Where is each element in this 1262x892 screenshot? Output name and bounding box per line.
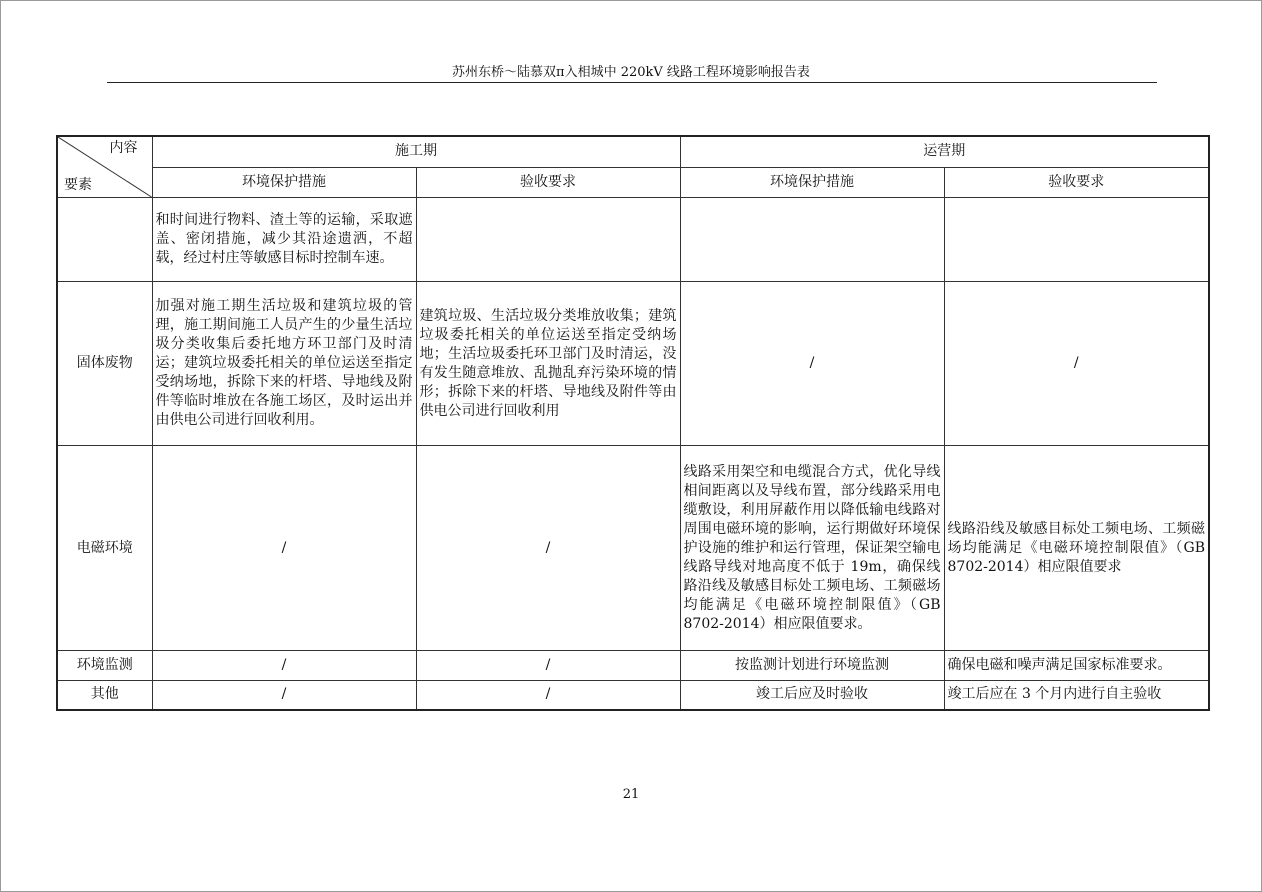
row-element-label [57,198,152,282]
corner-label-element: 要素 [64,177,92,193]
table-cell: 线路沿线及敏感目标处工频电场、工频磁场均能满足《电磁环境控制限值》（GB 8702-2014）相应限值要求 [944,446,1209,651]
table-cell: / [416,446,680,651]
period-header-operation: 运营期 [680,136,1209,167]
header-rule [107,82,1157,83]
table-row [57,651,1209,681]
table-cell: 确保电磁和噪声满足国家标准要求。 [944,651,1209,681]
table-row [57,446,1209,651]
table-cell: / [416,681,680,710]
row-element-label: 电磁环境 [57,446,152,651]
table-cell: 竣工后应在 3 个月内进行自主验收 [944,681,1209,710]
table-corner-cell [57,136,152,198]
table-cell: 建筑垃圾、生活垃圾分类堆放收集；建筑垃圾委托相关的单位运送至指定受纳场地；生活垃圾委托环卫部门及时清运，没有发生随意堆放、乱抛乱弃污染环境的情形；拆除下来的杆塔、导地线及附件等由供电公司进行回收利用 [416,282,680,446]
corner-label-content: 内容 [109,140,138,156]
period-header-construction: 施工期 [152,136,680,167]
table-cell: 按监测计划进行环境监测 [680,651,944,681]
table-cell: 和时间进行物料、渣土等的运输，采取遮盖、密闭措施，减少其沿途遗洒，不超载，经过村庄等敏感目标时控制车速。 [152,198,416,282]
table-cell: / [680,282,944,446]
subheader-operation-acceptance: 验收要求 [944,167,1209,197]
table-cell: / [152,681,416,710]
environmental-measures-table [56,135,1210,711]
table-cell: / [944,282,1209,446]
row-element-label: 环境监测 [57,651,152,681]
table-row [57,282,1209,446]
page-number: 21 [622,787,640,802]
table-cell: / [416,651,680,681]
table-cell: / [152,651,416,681]
row-element-label: 其他 [57,681,152,710]
subheader-construction-measures: 环境保护措施 [152,167,416,197]
table-cell: 线路采用架空和电缆混合方式，优化导线相间距离以及导线布置，部分线路采用电缆敷设，利用屏蔽作用以降低输电线路对周围电磁环境的影响，运行期做好环境保护设施的维护和运行管理，保证架空输电线路导线对地高度不低于 19m，确保线路沿线及敏感目标处工频电场、工频磁场均能满足《电磁环境控制限值》（GB 8702-2014）相应限值要求。 [680,446,944,651]
subheader-operation-measures: 环境保护措施 [680,167,944,197]
subheader-construction-acceptance: 验收要求 [416,167,680,197]
row-element-label: 固体废物 [57,282,152,446]
table-row [57,198,1209,282]
table-row [57,681,1209,710]
table-cell: 加强对施工期生活垃圾和建筑垃圾的管理，施工期间施工人员产生的少量生活垃圾分类收集后委托地方环卫部门及时清运；建筑垃圾委托相关的单位运送至指定受纳场地，拆除下来的杆塔、导地线及附件等临时堆放在各施工场区，及时运出并由供电公司进行回收利用。 [152,282,416,446]
table-cell [944,198,1209,282]
table-cell [416,198,680,282]
table-cell [680,198,944,282]
table-cell: 竣工后应及时验收 [680,681,944,710]
table-cell: / [152,446,416,651]
document-header-title: 苏州东桥～陆慕双π入相城中 220kV 线路工程环境影响报告表 [452,65,810,80]
